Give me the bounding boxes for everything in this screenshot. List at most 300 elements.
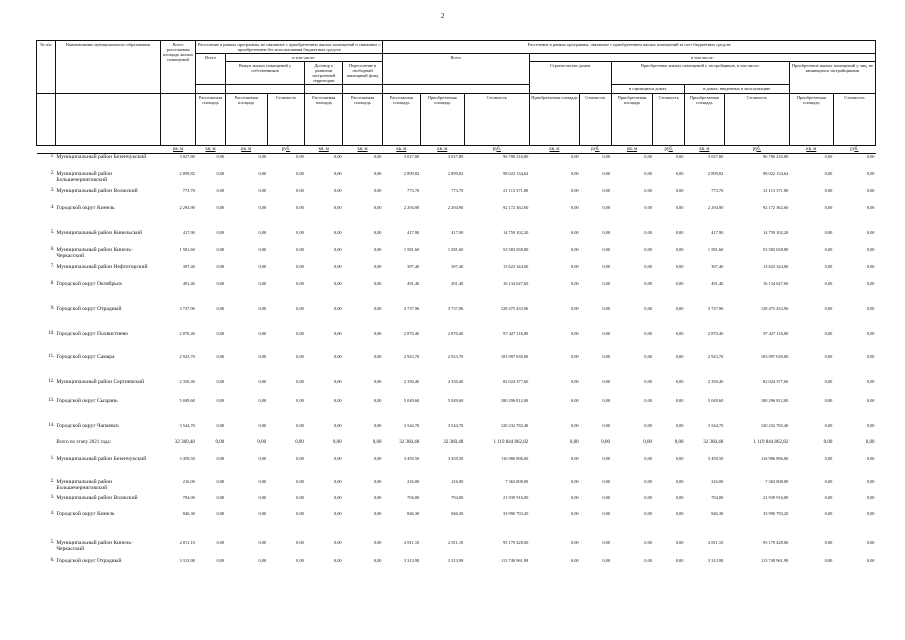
value-cell: 2 870,40: [707, 330, 724, 336]
row-number: 10.: [48, 330, 55, 336]
value-cell: 0,00: [866, 557, 875, 563]
value-cell: 2 294,90: [707, 204, 724, 210]
header-acq-dev: Приобретение жилых помещений у застройщиков, в том числе:: [611, 62, 789, 85]
table-row: [37, 495, 876, 511]
unit-label: кв. м: [611, 145, 653, 154]
table-row: [37, 171, 876, 188]
unit-spacer: [55, 145, 160, 154]
value-cell: 0,00: [866, 204, 875, 210]
value-cell: 0,00: [602, 280, 611, 286]
unit-label: кв. м: [160, 145, 196, 154]
value-cell: 773,70: [182, 187, 195, 193]
value-cell: 1 581,60: [403, 246, 420, 252]
value-cell: 2 350,40: [403, 378, 420, 384]
municipality-name: Муниципальный район Безенчукский: [56, 154, 147, 161]
row-number: 6.: [50, 246, 55, 252]
value-cell: 0,00: [570, 330, 579, 336]
value-cell: 794,00: [407, 494, 420, 500]
table-row: [37, 456, 876, 479]
value-cell: 0,00: [602, 154, 611, 160]
value-cell: 846,30: [451, 510, 464, 516]
value-cell: 2 294,90: [403, 204, 420, 210]
value-cell: 0,00: [333, 422, 342, 428]
municipality-name: Муниципальный район Сергиевский: [56, 378, 145, 385]
table-row: [37, 247, 876, 264]
value-cell: 0,00: [216, 204, 225, 210]
value-cell: 2 923,70: [707, 353, 724, 359]
value-cell: 0,00: [373, 378, 382, 384]
header-num: № п/п: [37, 41, 56, 94]
value-cell: 773,70: [451, 187, 464, 193]
table-row: [37, 205, 876, 230]
value-cell: 0,00: [602, 397, 611, 403]
value-cell: 2 350,40: [707, 378, 724, 384]
table-row: [37, 306, 876, 331]
value-cell: 397,40: [182, 263, 195, 269]
value-cell: 0,00: [258, 246, 267, 252]
unit-label: руб.: [580, 145, 611, 154]
value-cell: 491,40: [407, 280, 420, 286]
row-number: 4.: [50, 204, 55, 210]
value-cell: 3 027,80: [707, 154, 724, 160]
value-cell: 0,00: [644, 494, 652, 500]
value-cell: 0,00: [258, 397, 267, 403]
value-cell: 0,00: [675, 353, 684, 359]
value-cell: 0,00: [602, 353, 611, 359]
value-cell: 2 899,82: [179, 170, 195, 176]
value-cell: 7 363 008,00: [765, 478, 789, 484]
value-cell: 417,90: [407, 229, 420, 235]
municipality-name: Муниципальный район Кинель-Черкасский: [56, 246, 133, 260]
value-cell: 0,00: [675, 280, 684, 286]
value-cell: 0,00: [333, 246, 342, 252]
unit-label: кв. м: [383, 145, 421, 154]
value-cell: 0,00: [296, 280, 304, 286]
unit-label: руб.: [724, 145, 789, 154]
municipality-name: Городской округ Сызрань: [56, 397, 118, 404]
municipality-name: Муниципальный район Нефтегорский: [56, 263, 148, 270]
value-cell: 0,00: [644, 204, 652, 210]
value-cell: 0,00: [333, 187, 342, 193]
header-acquired-area: Приобретаемая площадь: [789, 93, 833, 145]
value-cell: 0,00: [866, 353, 875, 359]
header-cost: Стоимость: [580, 93, 611, 145]
unit-label: руб.: [833, 145, 875, 154]
value-cell: 0,00: [824, 305, 833, 311]
value-cell: 1 119 844 862,82: [493, 439, 529, 445]
value-cell: 0,00: [258, 330, 267, 336]
header-spacer: [343, 85, 383, 93]
value-cell: 0,00: [866, 246, 875, 252]
table-row: [37, 423, 876, 440]
value-cell: 0,00: [675, 170, 684, 176]
value-cell: 0,00: [675, 330, 684, 336]
header-construction: Строительство домов: [529, 62, 611, 93]
value-cell: 0,00: [675, 397, 684, 403]
value-cell: 0,00: [333, 494, 342, 500]
municipality-name: Городской округ Отрадный: [56, 557, 122, 564]
municipality-name: Муниципальный район Большечерниговский: [56, 170, 113, 184]
value-cell: 0,00: [644, 510, 652, 516]
value-cell: 0,00: [373, 397, 382, 403]
value-cell: 0,00: [824, 330, 833, 336]
value-cell: 2 811,10: [179, 539, 195, 545]
header-spacer: [196, 85, 225, 93]
value-cell: 0,00: [824, 170, 833, 176]
value-cell: 120 232 782,40: [500, 422, 529, 428]
header-cost: Стоимость: [833, 93, 875, 145]
value-cell: 0,00: [296, 154, 304, 160]
value-cell: 0,00: [570, 263, 579, 269]
value-cell: 0,00: [866, 397, 875, 403]
value-cell: 0,00: [570, 154, 579, 160]
value-cell: 0,00: [644, 305, 652, 311]
municipality-name: Городской округ Чапаевск: [56, 422, 119, 429]
value-cell: 116 986 896,00: [500, 455, 529, 461]
value-cell: 98 022 134,64: [503, 170, 529, 176]
row-number: 12.: [48, 378, 55, 384]
table-row: [37, 331, 876, 354]
value-cell: 0,00: [675, 510, 684, 516]
header-acquired-area: Приобретаемая площадь: [420, 93, 464, 145]
value-cell: 0,00: [570, 204, 579, 210]
value-cell: 0,00: [296, 353, 304, 359]
value-cell: 0,00: [333, 204, 342, 210]
municipality-name: Муниципальный район Волжский: [56, 187, 138, 194]
header-name: Наименование муниципального образования: [55, 41, 160, 94]
value-cell: 0,00: [570, 229, 579, 235]
value-cell: 180 296 812,00: [500, 397, 529, 403]
value-cell: 0,00: [258, 187, 267, 193]
value-cell: 3 313,98: [447, 557, 464, 563]
value-cell: 0,00: [570, 539, 579, 545]
municipality-name: Городской округ Отрадный: [56, 305, 122, 312]
value-cell: 0,00: [216, 154, 225, 160]
value-cell: 0,00: [824, 229, 833, 235]
value-cell: 0,00: [216, 263, 225, 269]
value-cell: 5 049,60: [707, 397, 724, 403]
value-cell: 0,00: [296, 422, 304, 428]
header-total-a: Всего: [196, 54, 225, 85]
value-cell: 32 360,48: [703, 439, 724, 445]
value-cell: 0,00: [824, 246, 833, 252]
value-cell: 0,00: [602, 305, 611, 311]
value-cell: 0,00: [296, 204, 304, 210]
value-cell: 0,00: [602, 263, 611, 269]
row-number: 5.: [50, 539, 55, 545]
value-cell: 0,00: [602, 204, 611, 210]
value-cell: 0,00: [569, 439, 579, 445]
value-cell: 0,00: [644, 263, 652, 269]
value-cell: 3 027,80: [447, 154, 464, 160]
value-cell: 0,00: [824, 154, 833, 160]
row-number: [37, 440, 56, 456]
value-cell: 0,00: [296, 397, 304, 403]
value-cell: 216,00: [182, 478, 195, 484]
value-cell: 0,00: [644, 330, 652, 336]
value-cell: 96 786 216,80: [503, 154, 529, 160]
value-cell: 32 360,48: [443, 439, 464, 445]
value-cell: 0,00: [866, 510, 875, 516]
value-cell: 794,00: [711, 494, 724, 500]
value-cell: 0,00: [570, 187, 579, 193]
value-cell: 0,00: [602, 246, 611, 252]
value-cell: 3 459,50: [707, 455, 724, 461]
value-cell: 0,00: [570, 378, 579, 384]
value-cell: 5 049,60: [447, 397, 464, 403]
value-cell: 0,00: [373, 422, 382, 428]
table-row: [37, 188, 876, 205]
header-acquired-area: Приобретаемая площадь: [684, 93, 724, 145]
header-group-a: Расселение в рамках программы, не связанное с приобретением жилых помещений и связанное с приобретением без использования бюджетных средств: [196, 41, 383, 54]
value-cell: 2 350,40: [447, 378, 464, 384]
value-cell: 0,00: [602, 478, 611, 484]
value-cell: 0,00: [644, 557, 652, 563]
value-cell: 417,90: [711, 229, 724, 235]
value-cell: 0,00: [602, 455, 611, 461]
value-cell: 0,00: [296, 539, 304, 545]
value-cell: 2 811,10: [404, 539, 420, 545]
value-cell: 3 737,96: [403, 305, 420, 311]
value-cell: 0,00: [216, 246, 225, 252]
value-cell: 21 113 371,80: [763, 187, 789, 193]
value-cell: 0,00: [644, 478, 652, 484]
header-spacer: [305, 85, 343, 93]
value-cell: 0,00: [674, 439, 684, 445]
table-row: [37, 540, 876, 558]
header-spacer: [225, 85, 305, 93]
value-cell: 0,00: [296, 478, 304, 484]
header-resettled-area: Расселяемая площадь: [383, 93, 421, 145]
value-cell: 5 049,60: [403, 397, 420, 403]
value-cell: 0,00: [824, 478, 833, 484]
value-cell: 3 544,70: [707, 422, 724, 428]
value-cell: 0,00: [257, 439, 267, 445]
table-row: [37, 264, 876, 281]
municipality-name: Городской округ Кинель: [56, 510, 115, 517]
unit-spacer: [37, 145, 56, 154]
value-cell: 773,70: [711, 187, 724, 193]
value-cell: 0,00: [644, 422, 652, 428]
value-cell: 0,00: [675, 539, 684, 545]
value-cell: 128 475 433,96: [500, 305, 529, 311]
unit-label: руб.: [653, 145, 684, 154]
value-cell: 14 759 102,20: [503, 229, 529, 235]
value-cell: 0,00: [570, 455, 579, 461]
value-cell: 96 786 216,80: [763, 154, 789, 160]
value-cell: 0,00: [333, 353, 342, 359]
value-cell: 103 997 639,00: [500, 353, 529, 359]
value-cell: 13 623 344,00: [763, 263, 789, 269]
header-cost: Стоимость: [464, 93, 529, 145]
value-cell: 0,00: [373, 478, 382, 484]
value-cell: 216,00: [711, 478, 724, 484]
unit-label: кв. м: [305, 145, 343, 154]
unit-label: руб.: [267, 145, 305, 154]
header-acq-dev-built: в домах, введенных в эксплуатацию: [684, 85, 789, 93]
value-cell: 0,00: [333, 378, 342, 384]
row-number: 14.: [48, 422, 55, 428]
value-cell: 0,00: [373, 455, 382, 461]
value-cell: 0,00: [373, 246, 382, 252]
header-spacer: [160, 93, 196, 145]
value-cell: 0,00: [373, 330, 382, 336]
value-cell: 0,00: [296, 455, 304, 461]
table-row: [37, 230, 876, 247]
value-cell: 2 870,40: [179, 330, 195, 336]
value-cell: 13 623 344,00: [503, 263, 529, 269]
unit-label: кв. м: [789, 145, 833, 154]
value-cell: 0,00: [296, 378, 304, 384]
header-spacer: [37, 93, 56, 145]
unit-label: руб.: [464, 145, 529, 154]
value-cell: 0,00: [824, 397, 833, 403]
value-cell: 3 313,98: [707, 557, 724, 563]
value-cell: 0,00: [216, 539, 225, 545]
value-cell: 0,00: [675, 187, 684, 193]
value-cell: 0,00: [644, 539, 652, 545]
value-cell: 0,00: [602, 510, 611, 516]
value-cell: 0,00: [675, 478, 684, 484]
value-cell: 846,30: [407, 510, 420, 516]
value-cell: 0,00: [824, 378, 833, 384]
value-cell: 0,00: [570, 280, 579, 286]
value-cell: 0,00: [216, 478, 225, 484]
value-cell: 16 134 627,60: [503, 280, 529, 286]
value-cell: 53 583 658,80: [763, 246, 789, 252]
value-cell: 3 459,50: [179, 455, 195, 461]
value-cell: 0,00: [602, 378, 611, 384]
value-cell: 0,00: [866, 170, 875, 176]
table-row: [37, 511, 876, 540]
value-cell: 0,00: [373, 229, 382, 235]
value-cell: 0,00: [333, 305, 342, 311]
value-cell: 0,00: [866, 330, 875, 336]
header-total-b: Всего: [383, 54, 530, 85]
value-cell: 0,00: [216, 280, 225, 286]
value-cell: 1 581,60: [707, 246, 724, 252]
row-number: 4.: [50, 510, 55, 516]
unit-label: кв. м: [225, 145, 267, 154]
value-cell: 0,00: [866, 455, 875, 461]
row-number: 13.: [48, 397, 55, 403]
value-cell: 0,00: [373, 170, 382, 176]
value-cell: 3 544,70: [403, 422, 420, 428]
table-row: [37, 479, 876, 495]
value-cell: 1 581,60: [447, 246, 464, 252]
value-cell: 794,00: [451, 494, 464, 500]
table-body: [37, 154, 876, 575]
row-number: 2.: [50, 170, 55, 176]
value-cell: 0,00: [644, 170, 652, 176]
value-cell: 0,00: [373, 187, 382, 193]
value-cell: 82 024 377,60: [503, 378, 529, 384]
value-cell: 2 294,90: [179, 204, 195, 210]
header-total-area: Всего расселяемая площадь жилых помещений: [160, 41, 196, 94]
value-cell: 92 172 362,60: [503, 204, 529, 210]
total-row: [37, 440, 876, 456]
value-cell: 103 997 639,00: [760, 353, 789, 359]
value-cell: 0,00: [216, 397, 225, 403]
value-cell: 82 024 377,60: [763, 378, 789, 384]
value-cell: 0,00: [373, 204, 382, 210]
value-cell: 21 113 371,80: [503, 187, 529, 193]
row-number: 1.: [50, 154, 55, 160]
value-cell: 2 811,10: [448, 539, 464, 545]
value-cell: 0,00: [216, 229, 225, 235]
value-cell: 0,00: [333, 280, 342, 286]
value-cell: 0,00: [866, 422, 875, 428]
value-cell: 0,00: [258, 557, 267, 563]
municipality-name: Всего по этапу 2021 года:: [56, 439, 111, 445]
value-cell: 1 581,60: [179, 246, 195, 252]
value-cell: 120 232 782,40: [760, 422, 789, 428]
value-cell: 0,00: [216, 422, 225, 428]
value-cell: 0,00: [644, 353, 652, 359]
table-row: [37, 379, 876, 398]
value-cell: 3 737,96: [447, 305, 464, 311]
value-cell: 97 427 116,80: [503, 330, 529, 336]
value-cell: 0,00: [644, 280, 652, 286]
value-cell: 180 296 812,00: [760, 397, 789, 403]
value-cell: 491,40: [451, 280, 464, 286]
value-cell: 0,00: [866, 154, 875, 160]
value-cell: 0,00: [296, 305, 304, 311]
value-cell: 0,00: [602, 330, 611, 336]
value-cell: 0,00: [373, 305, 382, 311]
value-cell: 32 360,48: [399, 439, 420, 445]
header-resettled-area: Расселяемая площадь: [225, 93, 267, 145]
value-cell: 846,30: [711, 510, 724, 516]
value-cell: 0,00: [296, 494, 304, 500]
value-cell: 2 923,70: [179, 353, 195, 359]
value-cell: 0,00: [258, 229, 267, 235]
value-cell: 113 740 961,98: [500, 557, 529, 563]
value-cell: 95 179 428,00: [503, 539, 529, 545]
value-cell: 0,00: [216, 494, 225, 500]
value-cell: 0,00: [644, 246, 652, 252]
header-cost: Стоимость: [267, 93, 305, 145]
value-cell: 0,00: [373, 263, 382, 269]
value-cell: 3 313,98: [179, 557, 195, 563]
value-cell: 397,40: [451, 263, 464, 269]
value-cell: 7 363 008,00: [505, 478, 529, 484]
value-cell: 491,40: [711, 280, 724, 286]
value-cell: 0,00: [373, 353, 382, 359]
header-cost: Стоимость: [724, 93, 789, 145]
value-cell: 113 740 961,98: [761, 557, 789, 563]
value-cell: 0,00: [258, 170, 267, 176]
value-cell: 0,00: [258, 478, 267, 484]
value-cell: 0,00: [258, 494, 267, 500]
value-cell: 0,00: [216, 510, 225, 516]
value-cell: 53 583 658,80: [503, 246, 529, 252]
value-cell: 0,00: [296, 557, 304, 563]
row-number: 11.: [48, 353, 55, 359]
value-cell: 3 544,70: [179, 422, 195, 428]
value-cell: 0,00: [602, 229, 611, 235]
value-cell: 0,00: [258, 378, 267, 384]
value-cell: 0,00: [570, 170, 579, 176]
value-cell: 0,00: [866, 539, 875, 545]
value-cell: 0,00: [602, 422, 611, 428]
value-cell: 0,00: [602, 170, 611, 176]
value-cell: 0,00: [570, 397, 579, 403]
value-cell: 0,00: [675, 378, 684, 384]
value-cell: 3 459,50: [403, 455, 420, 461]
value-cell: 3 544,70: [447, 422, 464, 428]
table-header: [37, 41, 876, 154]
